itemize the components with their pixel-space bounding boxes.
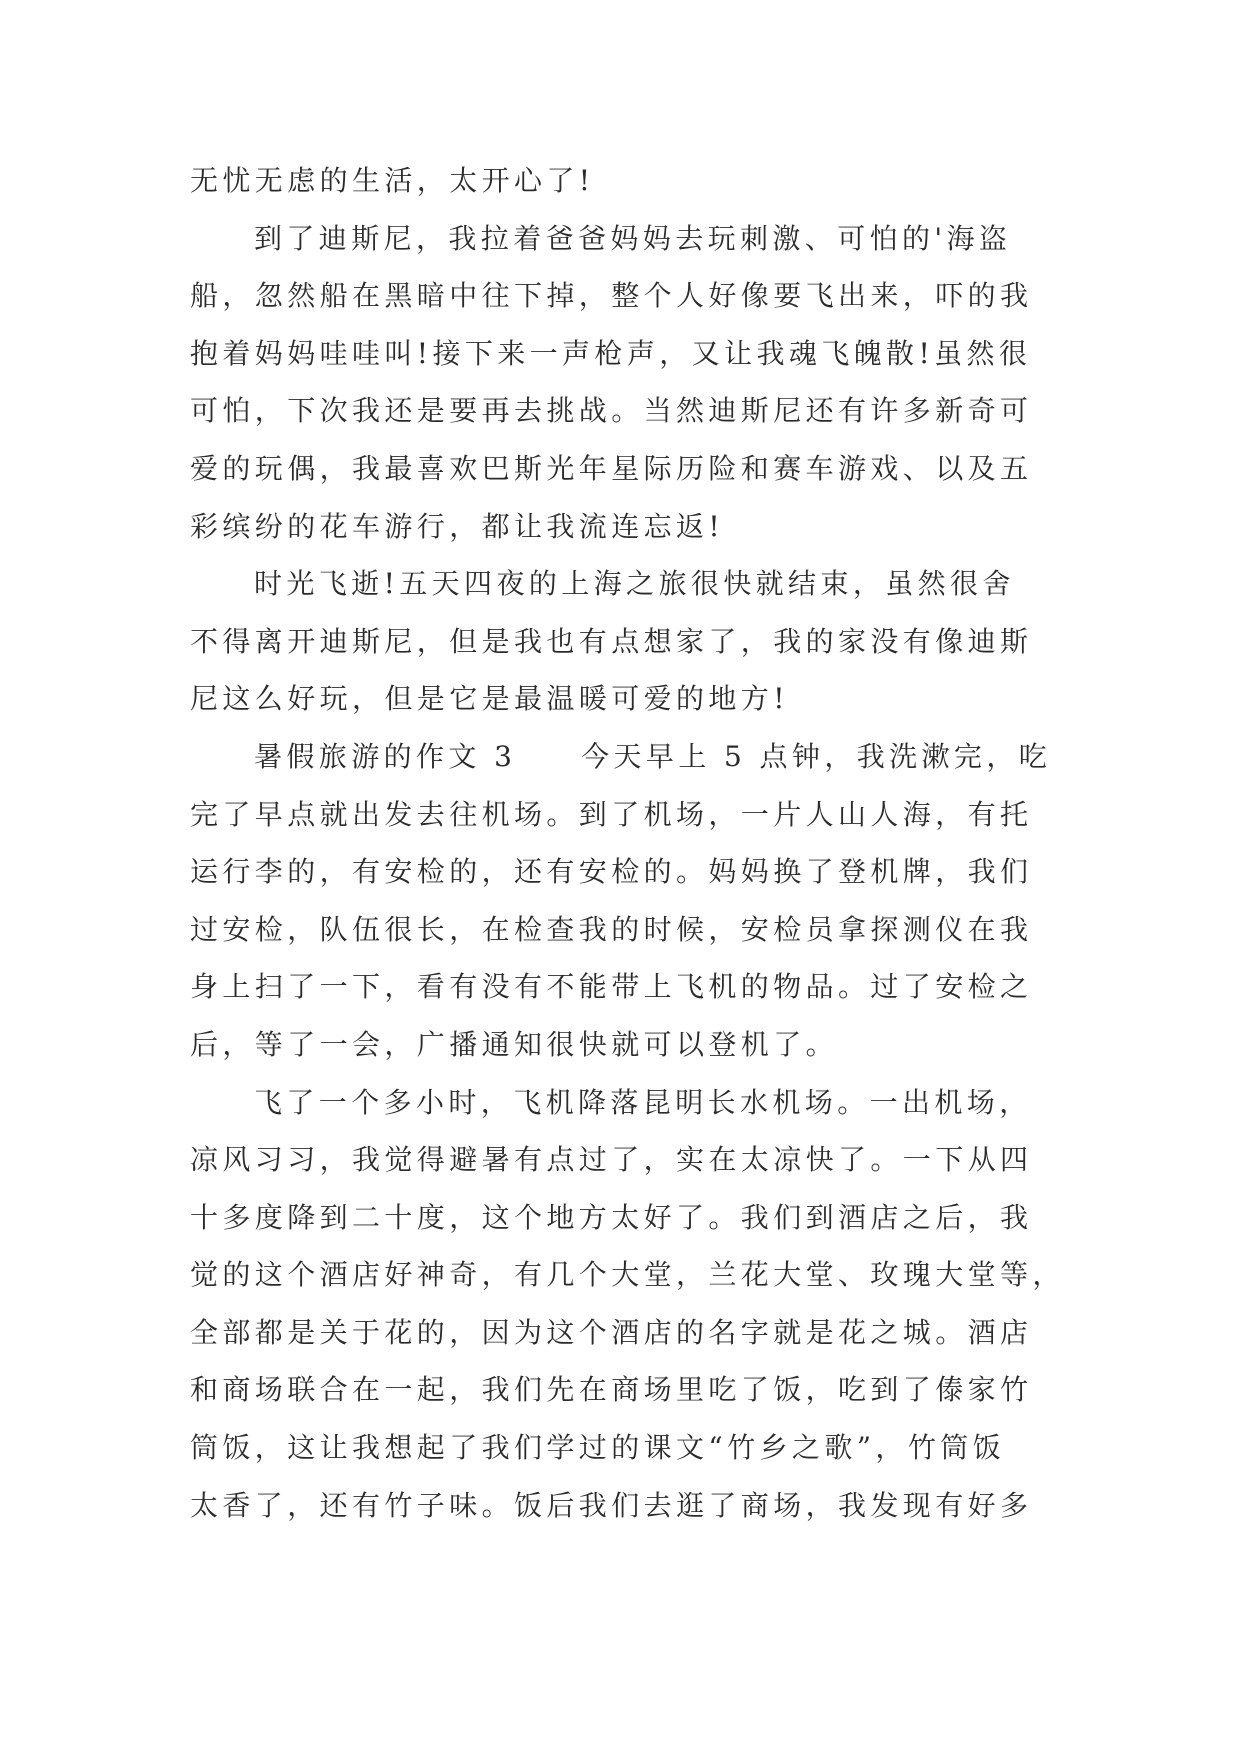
text-line: 过安检，队伍很长，在检查我的时候，安检员拿探测仪在我 (190, 912, 1033, 946)
text-line: 觉的这个酒店好神奇，有几个大堂，兰花大堂、玫瑰大堂等， (190, 1258, 1065, 1292)
text-line: 身上扫了一下，看有没有不能带上飞机的物品。过了安检之 (190, 970, 1033, 1004)
paragraph-start-line: 到了迪斯尼，我拉着爸爸妈妈去玩刺激、可怕的'海盗 (254, 221, 1012, 255)
text-line: 太香了，还有竹子味。饭后我们去逛了商场，我发现有好多 (190, 1488, 1033, 1522)
text-line: 运行李的，有安检的，还有安检的。妈妈换了登机牌，我们 (190, 855, 1033, 889)
text-line: 船，忽然船在黑暗中往下掉，整个人好像要飞出来，吓的我 (190, 279, 1033, 313)
text-line: 全部都是关于花的，因为这个酒店的名字就是花之城。酒店 (190, 1315, 1033, 1349)
text-line: 十多度降到二十度，这个地方太好了。我们到酒店之后，我 (190, 1200, 1033, 1234)
section-heading-line: 暑假旅游的作文 3 今天早上 5 点钟，我洗漱完，吃 (254, 739, 1052, 773)
text-line: 彩缤纷的花车游行，都让我流连忘返! (190, 509, 725, 543)
text-line: 不得离开迪斯尼，但是我也有点想家了，我的家没有像迪斯 (190, 624, 1033, 658)
text-line: 尼这么好玩，但是它是最温暖可爱的地方! (190, 682, 789, 716)
essay-text (190, 152, 1065, 1534)
paragraph-start-line: 飞了一个多小时，飞机降落昆明长水机场。一出机场， (254, 1085, 1032, 1119)
text-line: 凉风习习，我觉得避暑有点过了，实在太凉快了。一下从四 (190, 1143, 1033, 1177)
text-line: 完了早点就出发去往机场。到了机场，一片人山人海，有托 (190, 797, 1033, 831)
text-line: 抱着妈妈哇哇叫!接下来一声枪声，又让我魂飞魄散!虽然很 (190, 336, 1032, 370)
text-line: 无忧无虑的生活，太开心了! (190, 164, 595, 197)
text-line: 爱的玩偶，我最喜欢巴斯光年星际历险和赛车游戏、以及五 (190, 451, 1033, 485)
text-line: 筒饭，这让我想起了我们学过的课文“竹乡之歌”，竹筒饭 (190, 1431, 1006, 1465)
paragraph-start-line: 时光飞逝!五天四夜的上海之旅很快就结束，虽然很舍 (254, 567, 1015, 601)
text-line: 和商场联合在一起，我们先在商场里吃了饭，吃到了傣家竹 (190, 1373, 1033, 1407)
text-line: 可怕，下次我还是要再去挑战。当然迪斯尼还有许多新奇可 (190, 394, 1033, 428)
text-line: 后，等了一会，广播通知很快就可以登机了。 (190, 1027, 839, 1061)
